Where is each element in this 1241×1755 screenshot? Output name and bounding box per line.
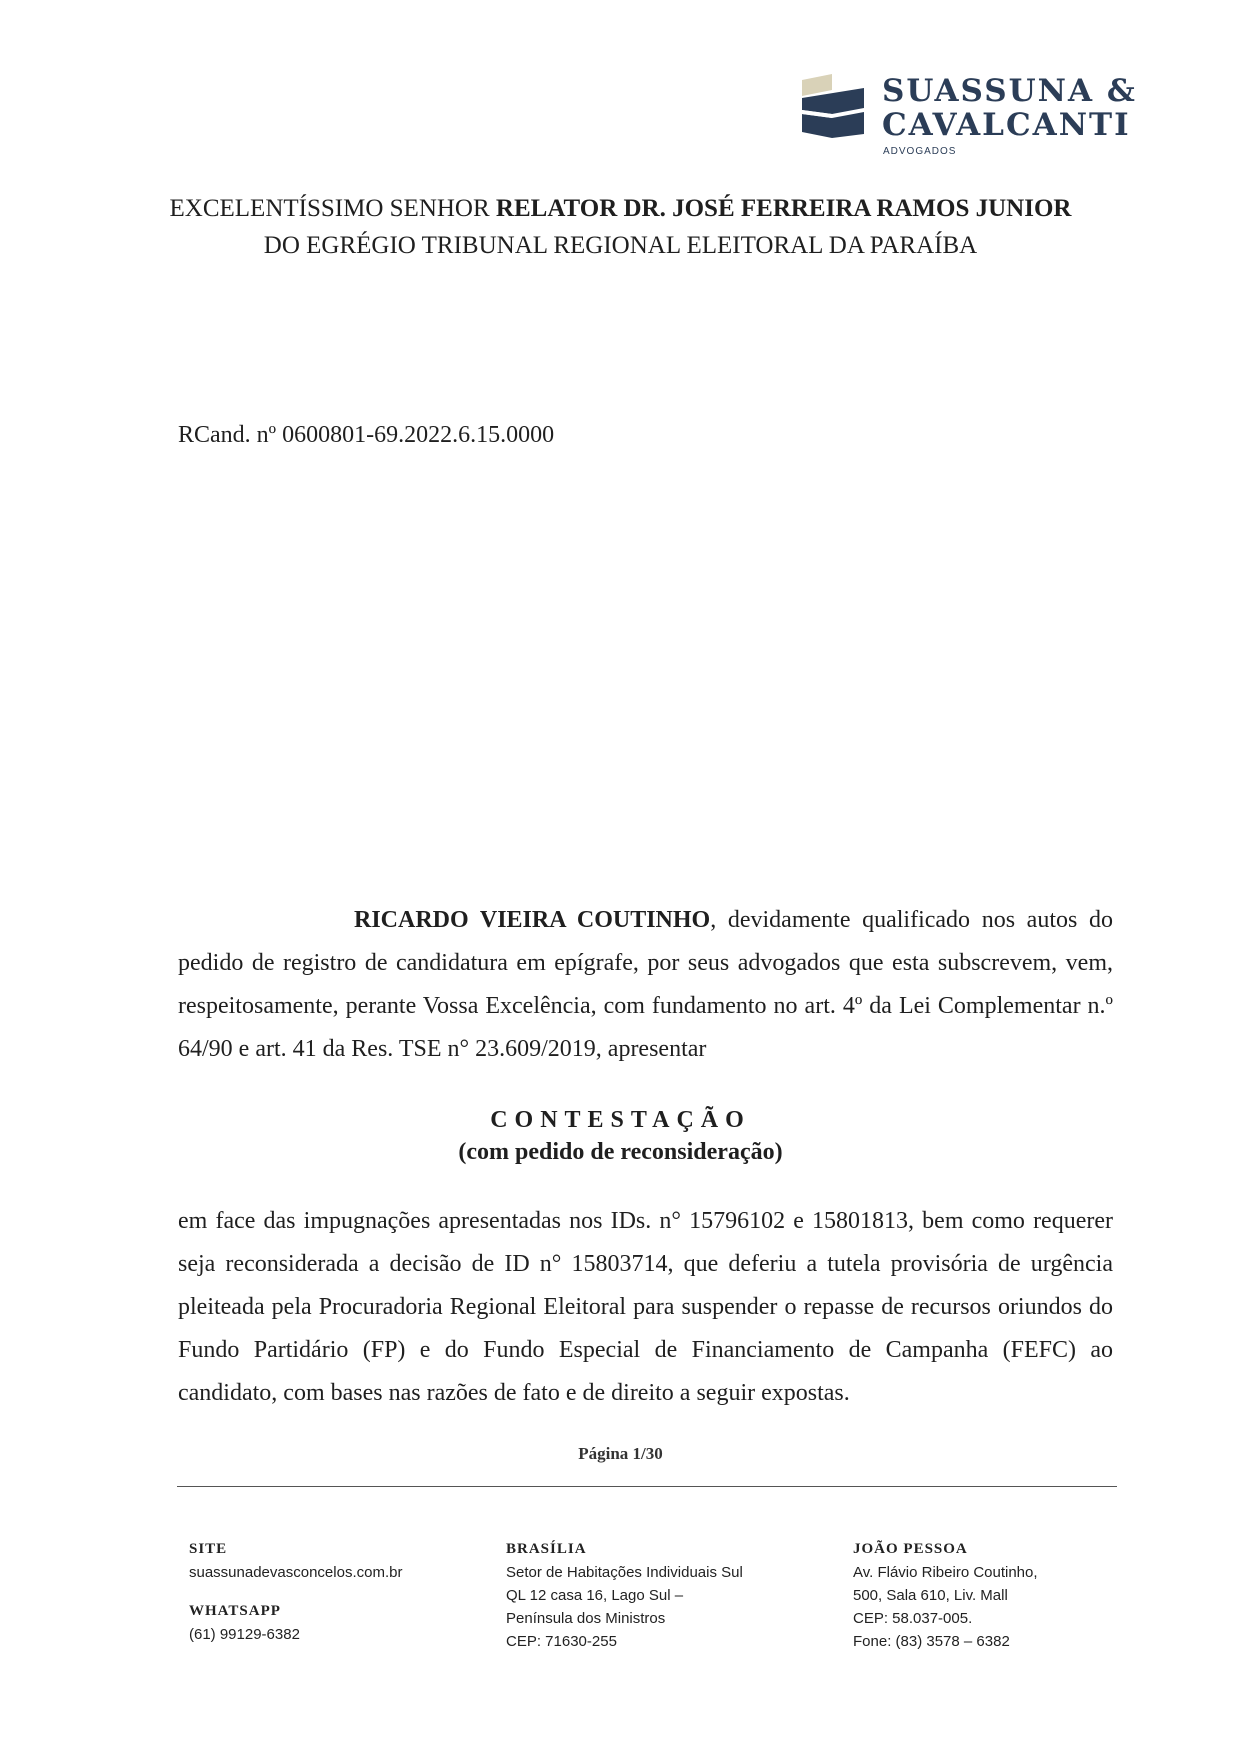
title-line1: CONTESTAÇÃO: [490, 1107, 751, 1133]
logo-subtitle: ADVOGADOS: [883, 146, 957, 157]
footer-site-value: suassunadevasconcelos.com.br: [189, 1564, 403, 1581]
heading-prefix: EXCELENTÍSSIMO SENHOR: [169, 195, 496, 222]
heading-line1: [100, 190, 1141, 227]
address-line: Fone: (83) 3578 – 6382: [853, 1633, 1010, 1650]
page-number: Página 1/30: [578, 1444, 663, 1463]
logo-mark-icon: [800, 74, 870, 140]
footer-site-label: SITE: [189, 1541, 228, 1557]
heading-line2: DO EGRÉGIO TRIBUNAL REGIONAL ELEITORAL DA PARAÍBA: [263, 232, 978, 259]
address-line: 500, Sala 610, Liv. Mall: [853, 1587, 1008, 1604]
footer-whatsapp-label: WHATSAPP: [189, 1603, 281, 1619]
title-line2: (com pedido de reconsideração): [458, 1139, 783, 1165]
address-line: QL 12 casa 16, Lago Sul –: [506, 1587, 684, 1604]
address-line: CEP: 71630-255: [506, 1633, 617, 1650]
address-line: CEP: 58.037-005.: [853, 1610, 973, 1627]
logo-name: [882, 74, 1137, 142]
logo-name-line2: CAVALCANTI: [882, 107, 1131, 143]
footer-jp-label: JOÃO PESSOA: [853, 1541, 968, 1557]
footer-contact: [189, 1538, 402, 1646]
party-name: RICARDO VIEIRA COUTINHO: [354, 907, 711, 933]
logo-name-line1: SUASSUNA &: [882, 73, 1137, 109]
footer-brasilia: [506, 1538, 743, 1653]
firm-logo: [800, 73, 1137, 164]
footer-brasilia-label: BRASÍLIA: [506, 1541, 587, 1557]
address-line: Av. Flávio Ribeiro Coutinho,: [853, 1564, 1038, 1581]
body-paragraph: em face das impugnações apresentadas nos IDs. n° 15796102 e 15801813, bem como requerer seja reconsiderada a decisão de ID n° 15803714, que deferiu a tutela provisória de urgência pleiteada pela Procuradoria Regional Eleitoral para suspender o repasse de recursos oriundos do Fundo Partidário (FP) e do Fundo Especial de Financiamento de Campanha (FEFC) ao candidato, com bases nas razões de fato e de direito a seguir expostas.: [178, 1208, 1113, 1406]
footer-joao-pessoa: [853, 1538, 1038, 1653]
case-number: RCand. nº 0600801-69.2022.6.15.0000: [178, 422, 555, 448]
address-line: Setor de Habitações Individuais Sul: [506, 1564, 743, 1581]
address-line: Península dos Ministros: [506, 1610, 666, 1627]
addressee-heading: [100, 190, 1141, 264]
footer-whatsapp-value: (61) 99129-6382: [189, 1626, 300, 1643]
document-title: [100, 1104, 1141, 1168]
footer-divider: [177, 1486, 1117, 1487]
intro-paragraph: [178, 899, 1113, 1071]
intro-text: , devidamente qualificado nos autos do pedido de registro de candidatura em epígrafe, por seus advogados que esta subscrevem, vem, respeitosamente, perante Vossa Excelência, com fundamento no art. 4º da Lei Complementar n.º 64/90 e art. 41 da Res. TSE n° 23.609/2019, apresentar: [178, 907, 1113, 1062]
heading-relator: RELATOR DR. JOSÉ FERREIRA RAMOS JUNIOR: [495, 195, 1072, 222]
